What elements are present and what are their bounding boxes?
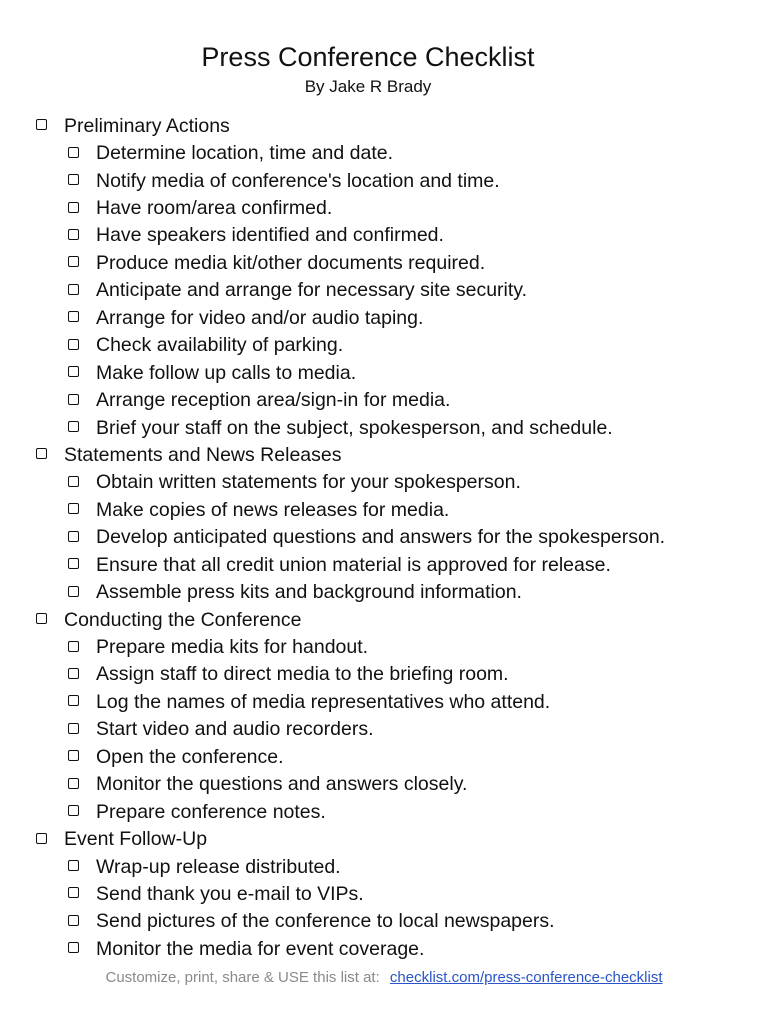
checklist-item	[0, 771, 768, 798]
item-label: Check availability of parking.	[96, 334, 344, 357]
item-label: Assemble press kits and background information.	[96, 581, 522, 604]
item-checkbox[interactable]	[68, 641, 79, 652]
item-checkbox[interactable]	[68, 695, 79, 706]
item-checkbox[interactable]	[68, 723, 79, 734]
checklist-item	[0, 661, 768, 688]
item-label: Have room/area confirmed.	[96, 197, 333, 220]
item-label: Obtain written statements for your spokesperson.	[96, 471, 521, 494]
item-label: Arrange for video and/or audio taping.	[96, 306, 424, 329]
item-checkbox[interactable]	[68, 805, 79, 816]
item-label: Brief your staff on the subject, spokesperson, and schedule.	[96, 416, 613, 439]
item-checkbox[interactable]	[68, 860, 79, 871]
item-checkbox[interactable]	[68, 668, 79, 679]
item-label: Ensure that all credit union material is approved for release.	[96, 553, 611, 576]
checklist-item	[0, 496, 768, 523]
checklist-item	[0, 359, 768, 386]
checklist-item	[0, 249, 768, 276]
item-checkbox[interactable]	[68, 942, 79, 953]
item-checkbox[interactable]	[68, 476, 79, 487]
checklist-item	[0, 414, 768, 441]
item-label: Start video and audio recorders.	[96, 718, 374, 741]
checklist-item	[0, 139, 768, 166]
checklist-item	[0, 167, 768, 194]
item-label: Develop anticipated questions and answers for the spokesperson.	[96, 526, 666, 549]
item-label: Determine location, time and date.	[96, 142, 393, 165]
footer-text: Customize, print, share & USE this list at:	[105, 969, 380, 986]
item-checkbox[interactable]	[68, 366, 79, 377]
item-checkbox[interactable]	[68, 558, 79, 569]
item-checkbox[interactable]	[68, 284, 79, 295]
section-checkbox[interactable]	[36, 119, 47, 130]
item-checkbox[interactable]	[68, 915, 79, 926]
checklist-item	[0, 935, 768, 962]
checklist-item	[0, 332, 768, 359]
checklist-item	[0, 277, 768, 304]
item-label: Anticipate and arrange for necessary site security.	[96, 279, 528, 302]
footer	[0, 968, 768, 988]
item-checkbox[interactable]	[68, 394, 79, 405]
checklist-item	[0, 304, 768, 331]
checklist-item	[0, 743, 768, 770]
checklist-item	[0, 880, 768, 907]
page-title: Press Conference Checklist	[201, 42, 535, 72]
section-label: Statements and News Releases	[64, 443, 342, 466]
section-checkbox[interactable]	[36, 833, 47, 844]
checklist-item	[0, 853, 768, 880]
checklist-item	[0, 386, 768, 413]
item-checkbox[interactable]	[68, 339, 79, 350]
item-checkbox[interactable]	[68, 202, 79, 213]
item-checkbox[interactable]	[68, 586, 79, 597]
item-label: Send thank you e-mail to VIPs.	[96, 882, 364, 905]
item-label: Assign staff to direct media to the briefing room.	[96, 663, 509, 686]
item-checkbox[interactable]	[68, 503, 79, 514]
item-checkbox[interactable]	[68, 531, 79, 542]
footer-link[interactable]: checklist.com/press-conference-checklist	[389, 969, 663, 986]
item-label: Prepare conference notes.	[96, 800, 326, 823]
item-label: Arrange reception area/sign-in for media.	[96, 389, 451, 412]
checklist-item	[0, 688, 768, 715]
checklist-item	[0, 716, 768, 743]
item-checkbox[interactable]	[68, 311, 79, 322]
section-label: Preliminary Actions	[64, 114, 230, 137]
checklist-item	[0, 633, 768, 660]
checklist-item	[0, 798, 768, 825]
author-byline: By Jake R Brady	[304, 77, 432, 96]
item-label: Make copies of news releases for media.	[96, 498, 450, 521]
item-label: Send pictures of the conference to local newspapers.	[96, 910, 555, 933]
section-label: Event Follow-Up	[64, 828, 208, 851]
item-checkbox[interactable]	[68, 887, 79, 898]
item-label: Prepare media kits for handout.	[96, 636, 369, 659]
checklist-item	[0, 578, 768, 605]
item-label: Produce media kit/other documents required.	[96, 251, 486, 274]
checklist-section	[0, 112, 768, 139]
checklist-section	[0, 825, 768, 852]
item-label: Log the names of media representatives who attend.	[96, 690, 551, 713]
item-checkbox[interactable]	[68, 778, 79, 789]
item-checkbox[interactable]	[68, 147, 79, 158]
checklist-item	[0, 908, 768, 935]
checklist-item	[0, 551, 768, 578]
item-label: Wrap-up release distributed.	[96, 855, 341, 878]
checklist	[0, 112, 768, 963]
checklist-item	[0, 194, 768, 221]
item-checkbox[interactable]	[68, 750, 79, 761]
checklist-item	[0, 469, 768, 496]
item-label: Monitor the media for event coverage.	[96, 937, 425, 960]
item-label: Have speakers identified and confirmed.	[96, 224, 444, 247]
item-label: Open the conference.	[96, 745, 284, 768]
item-label: Notify media of conference's location and time.	[96, 169, 500, 192]
section-checkbox[interactable]	[36, 448, 47, 459]
checklist-section	[0, 606, 768, 633]
item-checkbox[interactable]	[68, 256, 79, 267]
item-checkbox[interactable]	[68, 174, 79, 185]
checklist-item	[0, 524, 768, 551]
item-label: Make follow up calls to media.	[96, 361, 357, 384]
section-label: Conducting the Conference	[64, 608, 302, 631]
item-label: Monitor the questions and answers closely.	[96, 773, 468, 796]
checklist-section	[0, 441, 768, 468]
checklist-item	[0, 222, 768, 249]
section-checkbox[interactable]	[36, 613, 47, 624]
item-checkbox[interactable]	[68, 229, 79, 240]
item-checkbox[interactable]	[68, 421, 79, 432]
